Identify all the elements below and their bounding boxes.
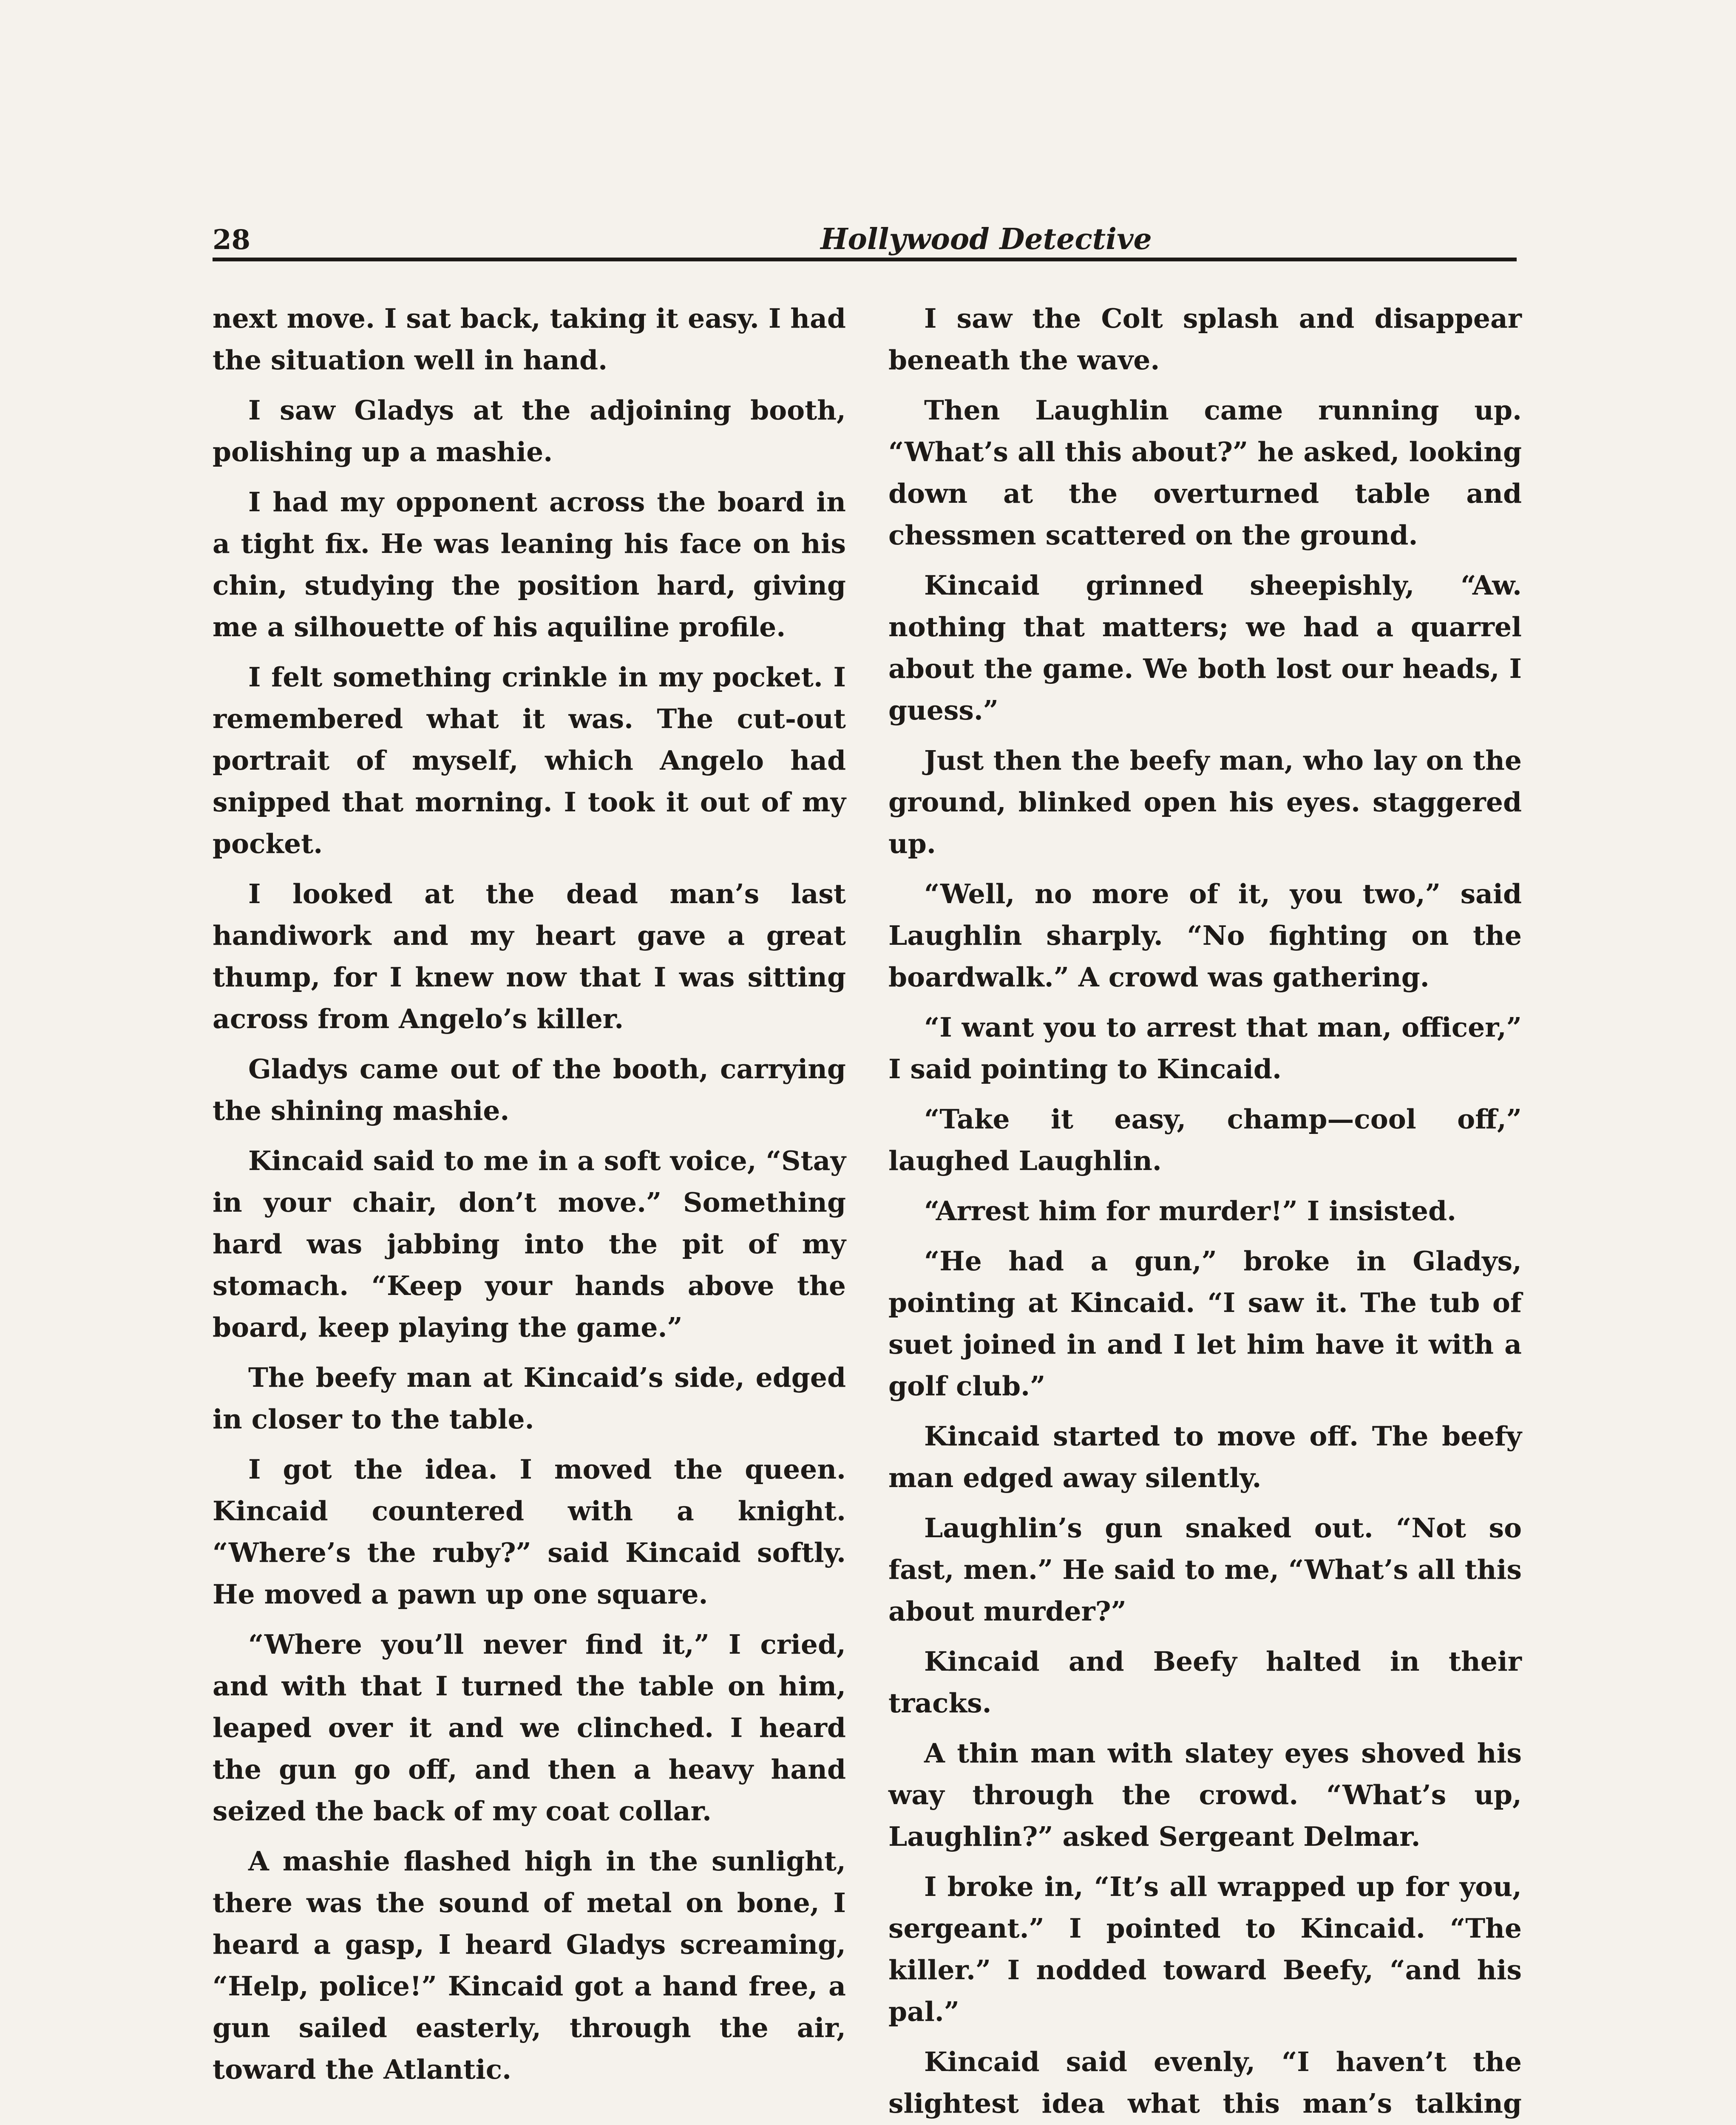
right-text-column xyxy=(888,298,1522,2125)
paragraph: “Well, no more of it, you two,” said Laughlin sharply. “No fighting on the boardwalk.” A crowd was gathering. xyxy=(888,878,1522,993)
paragraph: I got the idea. I moved the queen. Kincaid countered with a knight. “Where’s the ruby?” said Kincaid softly. He moved a pawn up one square. xyxy=(213,1454,846,1610)
paragraph: “Where you’ll never find it,” I cried, and with that I turned the table on him, leaped over it and we clinched. I heard the gun go off, and then a heavy hand seized the back of my coat collar. xyxy=(213,1629,846,1827)
paragraph: “He had a gun,” broke in Gladys, pointing at Kincaid. “I saw it. The tub of suet joined in and I let him have it with a golf club.” xyxy=(888,1245,1522,1402)
left-text-column xyxy=(213,298,846,2099)
paragraph: The beefy man at Kincaid’s side, edged in closer to the table. xyxy=(213,1362,846,1435)
paragraph: I had my opponent across the board in a tight fix. He was leaning his face on his chin, studying the position hard, giving me a silhouette of his aquiline profile. xyxy=(213,486,846,643)
running-head xyxy=(213,215,1517,261)
paragraph: Kincaid grinned sheepishly, “Aw. nothing that matters; we had a quarrel about the game. We both lost our heads, I guess.” xyxy=(888,570,1522,726)
header-rule xyxy=(213,258,1517,261)
paragraph: Gladys came out of the booth, carrying the shining mashie. xyxy=(213,1053,846,1126)
paragraph: Then Laughlin came running up. “What’s all this about?” he asked, looking down at the overturned table and chessmen scattered on the ground. xyxy=(888,394,1522,551)
paragraph: Laughlin’s gun snaked out. “Not so fast, men.” He said to me, “What’s all this about murder?” xyxy=(888,1512,1522,1627)
paragraph: “Arrest him for murder!” I insisted. xyxy=(924,1195,1456,1227)
paragraph: A thin man with slatey eyes shoved his way through the crowd. “What’s up, Laughlin?” asked Sergeant Delmar. xyxy=(888,1737,1522,1852)
paragraph: Kincaid said evenly, “I haven’t the slightest idea what this man’s talking xyxy=(888,2046,1522,2119)
paragraph: I felt something crinkle in my pocket. I remembered what it was. The cut-out portrait of myself, which Angelo had snipped that morning. I took it out of my pocket. xyxy=(213,661,846,859)
paragraph: Kincaid started to move off. The beefy man edged away silently. xyxy=(888,1420,1522,1493)
paragraph: next move. I sat back, taking it easy. I had the situation well in hand. xyxy=(213,303,846,376)
paragraph: Kincaid and Beefy halted in their tracks. xyxy=(888,1646,1522,1719)
paragraph: I broke in, “It’s all wrapped up for you, sergeant.” I pointed to Kincaid. “The killer.” I nodded toward Beefy, “and his pal.” xyxy=(888,1871,1522,2027)
paragraph: I saw Gladys at the adjoining booth, polishing up a mashie. xyxy=(213,394,846,468)
paragraph: “I want you to arrest that man, officer,” I said pointing to Kincaid. xyxy=(888,1012,1522,1085)
paragraph: I saw the Colt splash and disappear beneath the wave. xyxy=(888,303,1522,376)
paragraph: “Take it easy, champ—cool off,” laughed Laughlin. xyxy=(888,1103,1522,1176)
paragraph: Just then the beefy man, who lay on the ground, blinked open his eyes. staggered up. xyxy=(888,745,1522,859)
page-number: 28 xyxy=(213,224,251,256)
paragraph: A mashie flashed high in the sunlight, there was the sound of metal on bone, I heard a gasp, I heard Gladys screaming, “Help, police!” Kincaid got a hand free, a gun sailed easterly, through the air, toward the Atlantic. xyxy=(213,1845,846,2085)
paragraph: Kincaid said to me in a soft voice, “Stay in your chair, don’t move.” Something hard was jabbing into the pit of my stomach. “Keep your hands above the board, keep playing the game.” xyxy=(213,1145,846,1343)
paragraph: I looked at the dead man’s last handiwork and my heart gave a great thump, for I knew now that I was sitting across from Angelo’s killer. xyxy=(213,878,846,1034)
running-title: Hollywood Detective xyxy=(820,222,1152,256)
